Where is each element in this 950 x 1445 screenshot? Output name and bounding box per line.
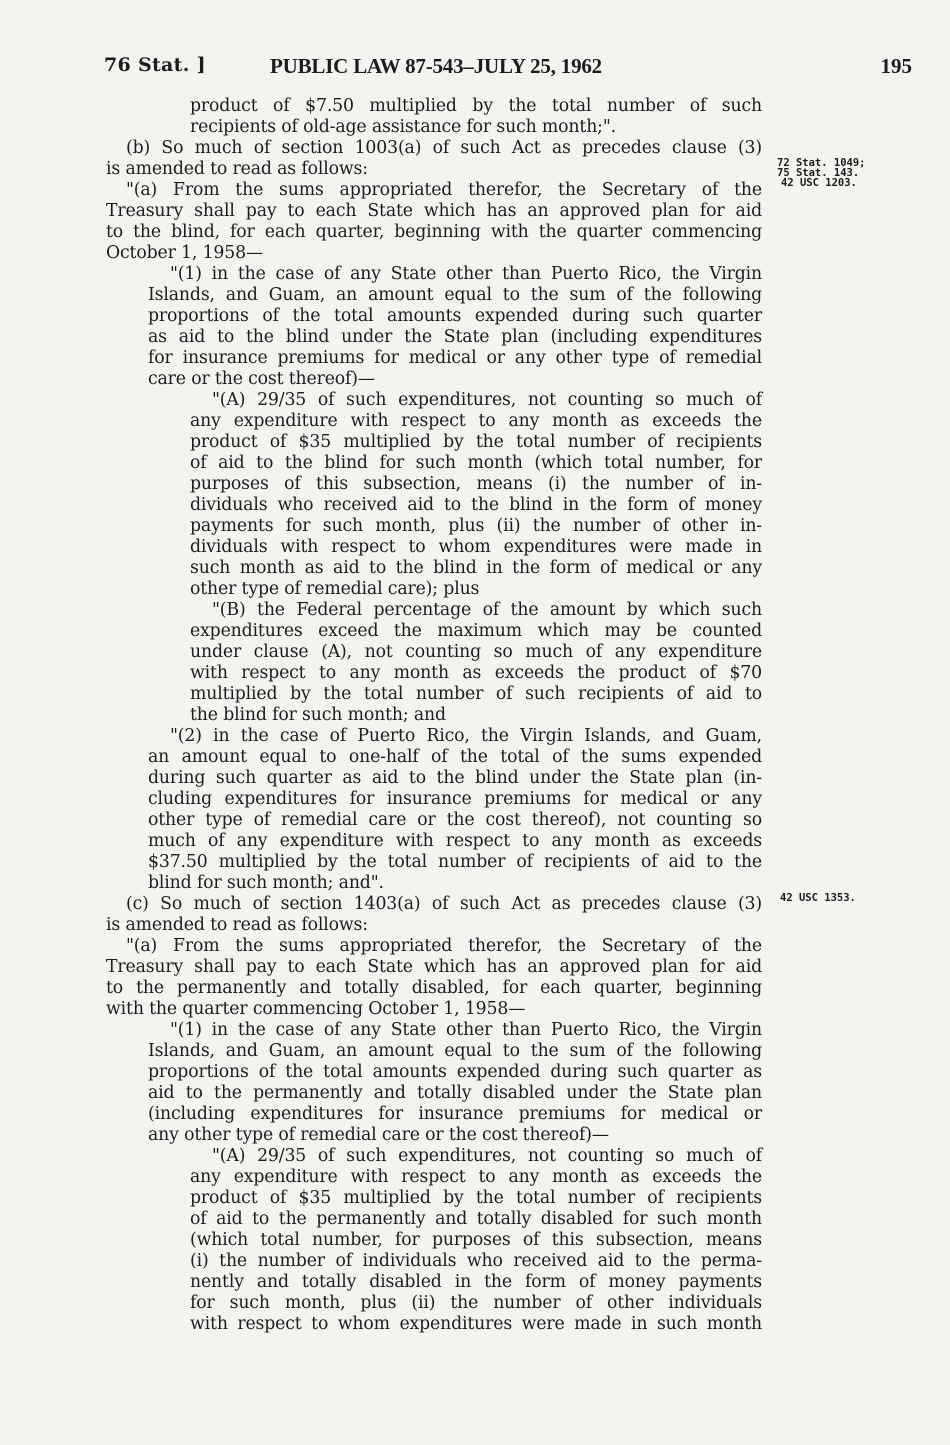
text-line: (i) the number of individuals who received aid to the perma- <box>190 1251 762 1271</box>
margin-note-line: 75 Stat. 143. <box>777 167 860 179</box>
text-line: is amended to read as follows: <box>106 915 368 935</box>
text-line: product of $7.50 multiplied by the total number of such <box>190 96 762 116</box>
text-line: (c) So much of section 1403(a) of such Act as precedes clause (3) <box>126 894 762 914</box>
text-line: an amount equal to one-half of the total of the sums expended <box>148 747 762 767</box>
text-line: "(a) From the sums appropriated therefor, the Secretary of the <box>126 936 762 956</box>
text-line: as aid to the blind under the State plan (including expenditures <box>148 327 762 347</box>
text-line: of aid to the blind for such month (which total number, for <box>190 453 762 473</box>
page-number: 195 <box>880 54 912 78</box>
text-line: Treasury shall pay to each State which has an approved plan for aid <box>106 957 762 977</box>
text-line: with respect to any month as exceeds the product of $70 <box>190 663 762 683</box>
text-line: proportions of the total amounts expended during such quarter as <box>148 1062 762 1082</box>
margin-note-citation-2: 42 USC 1353. <box>780 892 856 904</box>
text-line: dividuals with respect to whom expenditures were made in <box>190 537 762 557</box>
text-line: any expenditure with respect to any month as exceeds the <box>190 1167 762 1187</box>
text-line: other type of remedial care or the cost thereof), not counting so <box>148 810 762 830</box>
text-line: nently and totally disabled in the form of money payments <box>190 1272 762 1292</box>
text-line: care or the cost thereof)— <box>148 369 376 389</box>
volume-citation: 76 Stat. ] <box>104 54 206 76</box>
text-line: during such quarter as aid to the blind under the State plan (in- <box>148 768 762 788</box>
text-line: multiplied by the total number of such recipients of aid to <box>190 684 762 704</box>
text-line: of aid to the permanently and totally disabled for such month <box>190 1209 762 1229</box>
text-line: "(2) in the case of Puerto Rico, the Virgin Islands, and Guam, <box>170 726 762 746</box>
margin-note-line: 72 Stat. 1049; <box>777 157 866 169</box>
text-line: any other type of remedial care or the cost thereof)— <box>148 1125 609 1145</box>
text-line: October 1, 1958— <box>106 243 264 263</box>
running-header <box>104 54 912 84</box>
text-line: much of any expenditure with respect to any month as exceeds <box>148 831 762 851</box>
text-line: recipients of old-age assistance for such month;". <box>190 117 616 137</box>
margin-note-citation-1 <box>777 158 866 188</box>
text-line: to the permanently and totally disabled, for each quarter, beginning <box>106 978 762 998</box>
text-line: "(1) in the case of any State other than Puerto Rico, the Virgin <box>170 1020 762 1040</box>
text-line: product of $35 multiplied by the total number of recipients <box>190 1188 762 1208</box>
text-line: other type of remedial care); plus <box>190 579 480 599</box>
text-line: Islands, and Guam, an amount equal to the sum of the following <box>148 1041 762 1061</box>
text-line: "(a) From the sums appropriated therefor, the Secretary of the <box>126 180 762 200</box>
text-line: cluding expenditures for insurance premiums for medical or any <box>148 789 762 809</box>
text-line: "(1) in the case of any State other than Puerto Rico, the Virgin <box>170 264 762 284</box>
text-line: to the blind, for each quarter, beginning with the quarter commencing <box>106 222 762 242</box>
text-line: (including expenditures for insurance premiums for medical or <box>148 1104 762 1124</box>
text-line: Treasury shall pay to each State which has an approved plan for aid <box>106 201 762 221</box>
statute-text <box>106 96 762 1335</box>
text-line: any expenditure with respect to any month as exceeds the <box>190 411 762 431</box>
text-line: $37.50 multiplied by the total number of recipients of aid to the <box>148 852 762 872</box>
text-line: aid to the permanently and totally disabled under the State plan <box>148 1083 762 1103</box>
text-line: such month as aid to the blind in the form of medical or any <box>190 558 762 578</box>
text-line: dividuals who received aid to the blind in the form of money <box>190 495 762 515</box>
text-line: for such month, plus (ii) the number of other individuals <box>190 1293 762 1313</box>
text-line: Islands, and Guam, an amount equal to the sum of the following <box>148 285 762 305</box>
law-title: PUBLIC LAW 87-543–JULY 25, 1962 <box>270 54 602 78</box>
text-line: proportions of the total amounts expended during such quarter <box>148 306 762 326</box>
text-line: the blind for such month; and <box>190 705 446 725</box>
text-line: with respect to whom expenditures were made in such month <box>190 1314 762 1334</box>
text-line: product of $35 multiplied by the total number of recipients <box>190 432 762 452</box>
text-line: for insurance premiums for medical or any other type of remedial <box>148 348 762 368</box>
text-line: is amended to read as follows: <box>106 159 368 179</box>
text-line: (b) So much of section 1003(a) of such Act as precedes clause (3) <box>126 138 762 158</box>
text-line: under clause (A), not counting so much of any expenditure <box>190 642 762 662</box>
text-line: with the quarter commencing October 1, 1958— <box>106 999 526 1019</box>
text-line: blind for such month; and". <box>148 873 384 893</box>
text-line: "(A) 29/35 of such expenditures, not counting so much of <box>212 390 762 410</box>
text-line: "(A) 29/35 of such expenditures, not counting so much of <box>212 1146 762 1166</box>
text-line: expenditures exceed the maximum which may be counted <box>190 621 762 641</box>
text-line: payments for such month, plus (ii) the number of other in- <box>190 516 762 536</box>
text-line: "(B) the Federal percentage of the amount by which such <box>212 600 762 620</box>
margin-note-line: 42 USC 1203. <box>781 177 857 189</box>
text-line: purposes of this subsection, means (i) the number of in- <box>190 474 762 494</box>
text-line: (which total number, for purposes of this subsection, means <box>190 1230 762 1250</box>
